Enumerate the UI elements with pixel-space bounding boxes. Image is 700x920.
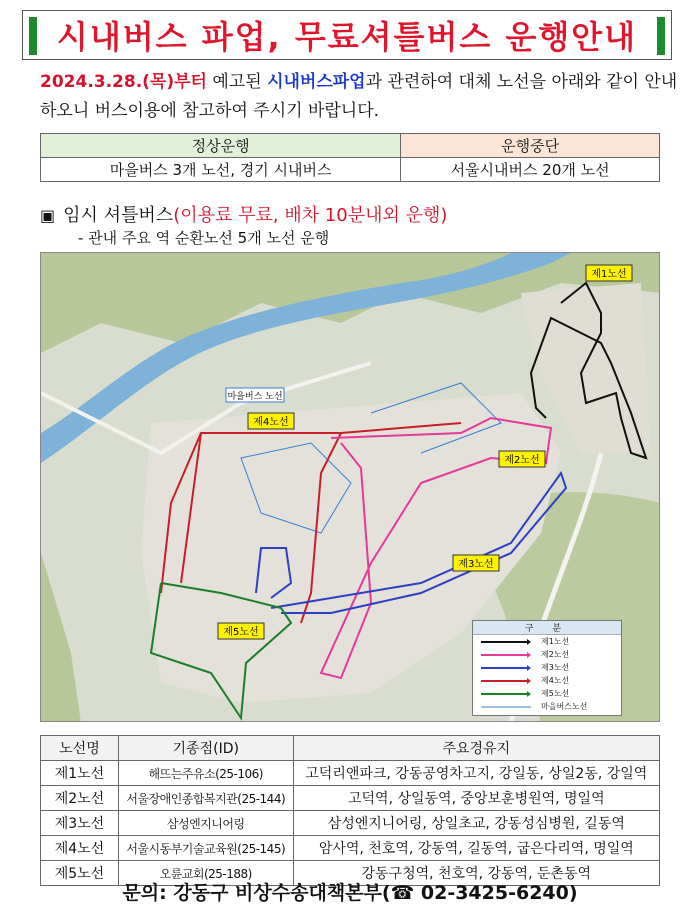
route-name: 제4노선 — [41, 836, 119, 861]
table-row — [41, 836, 660, 861]
village-bus-label — [226, 388, 284, 402]
status-table — [40, 133, 660, 182]
header-terminal: 기종점(ID) — [118, 736, 293, 761]
route-3-label — [453, 555, 499, 571]
route-name: 제5노선 — [41, 861, 119, 886]
legend-row — [473, 635, 621, 648]
intro-text-2: 과 관련하여 대체 노선을 아래와 같이 안내하오니 버스이용에 참고하여 주시기 바랍니다. — [40, 72, 678, 121]
legend-row — [473, 661, 621, 674]
intro-paragraph — [40, 68, 680, 126]
phone-icon: ☎ — [390, 882, 415, 904]
route-3-label-text: 제3노선 — [458, 559, 494, 570]
table-row — [41, 786, 660, 811]
legend-row — [473, 674, 621, 687]
route-2-label — [499, 451, 545, 467]
legend-row — [473, 687, 621, 700]
contact-phone[interactable]: 02-3425-6240 — [420, 882, 569, 904]
header-stops: 주요경유지 — [293, 736, 659, 761]
route-1-label-text: 제1노선 — [591, 269, 627, 280]
route-2-label-text: 제2노선 — [504, 455, 540, 466]
legend-swatch-1 — [481, 638, 531, 646]
status-stopped-header: 운행중단 — [401, 134, 660, 158]
route-4-label-text: 제4노선 — [253, 417, 289, 428]
legend-row — [473, 648, 621, 661]
routes-table-header — [41, 736, 660, 761]
route-5-label — [218, 623, 264, 639]
route-stops: 고덕역, 상일동역, 중앙보훈병원역, 명일역 — [293, 786, 659, 811]
legend-label-5: 제5노선 — [541, 689, 570, 698]
status-normal-value: 마을버스 3개 노선, 경기 시내버스 — [41, 158, 401, 182]
legend-label-2: 제2노선 — [541, 650, 570, 659]
legend-label-4: 제4노선 — [541, 676, 570, 685]
route-stops: 고덕리앤파크, 강동공영차고지, 강일동, 상일2동, 강일역 — [293, 761, 659, 786]
route-stops: 삼성엔지니어링, 상일초교, 강동성심병원, 길동역 — [293, 811, 659, 836]
route-terminal: 서울시동부기술교육원(25-145) — [118, 836, 293, 861]
section-subtitle: - 관내 주요 역 순환노선 5개 노선 운행 — [78, 229, 330, 247]
legend-swatch-5 — [481, 690, 531, 698]
route-terminal: 서울장애인종합복지관(25-144) — [118, 786, 293, 811]
intro-date: 2024.3.28.(목)부터 — [40, 72, 207, 92]
contact-line: 문의: 강동구 비상수송대책본부(☎ 02-3425-6240) — [122, 882, 578, 904]
section-title: 임시 셔틀버스 — [63, 205, 174, 226]
status-stopped-value: 서울시내버스 20개 노선 — [401, 158, 660, 182]
legend-row — [473, 700, 621, 713]
route-1-label — [586, 265, 632, 281]
village-bus-label-text: 마을버스 노선 — [227, 392, 283, 402]
route-5-label-text: 제5노선 — [223, 627, 259, 638]
legend-label-3: 제3노선 — [541, 663, 570, 672]
title-right-bar — [657, 17, 665, 55]
section-heading — [40, 201, 447, 227]
contact-label: 문의: 강동구 비상수송대책본부 — [122, 882, 382, 904]
legend-swatch-2 — [481, 651, 531, 659]
title-left-bar — [29, 17, 37, 55]
intro-highlight: 시내버스파업 — [267, 72, 366, 92]
title-box — [22, 10, 672, 60]
legend-swatch-6 — [481, 703, 531, 711]
route-terminal: 해뜨는주유소(25-106) — [118, 761, 293, 786]
map-legend — [472, 620, 622, 716]
routes-table — [40, 735, 660, 886]
legend-label-1: 제1노선 — [541, 637, 570, 646]
legend-label-6: 마을버스노선 — [541, 702, 588, 711]
route-stops: 강동구청역, 천호역, 강동역, 둔촌동역 — [293, 861, 659, 886]
route-terminal: 삼성엔지니어링 — [118, 811, 293, 836]
route-stops: 암사역, 천호역, 강동역, 길동역, 굽은다리역, 명일역 — [293, 836, 659, 861]
route-4-label — [248, 413, 294, 429]
route-name: 제1노선 — [41, 761, 119, 786]
route-terminal: 오륜교회(25-188) — [118, 861, 293, 886]
page-title: 시내버스 파업, 무료셔틀버스 운행안내 — [56, 18, 638, 56]
section-bullet: ▣ — [40, 206, 56, 225]
legend-title: 구 분 — [473, 621, 621, 635]
route-name: 제2노선 — [41, 786, 119, 811]
intro-text-1: 예고된 — [206, 72, 268, 92]
header-route-name: 노선명 — [41, 736, 119, 761]
section-note: (이용료 무료, 배차 10분내외 운행) — [173, 205, 448, 226]
route-name: 제3노선 — [41, 811, 119, 836]
status-normal-header: 정상운행 — [41, 134, 401, 158]
legend-swatch-3 — [481, 664, 531, 672]
table-row — [41, 761, 660, 786]
legend-swatch-4 — [481, 677, 531, 685]
table-row — [41, 811, 660, 836]
